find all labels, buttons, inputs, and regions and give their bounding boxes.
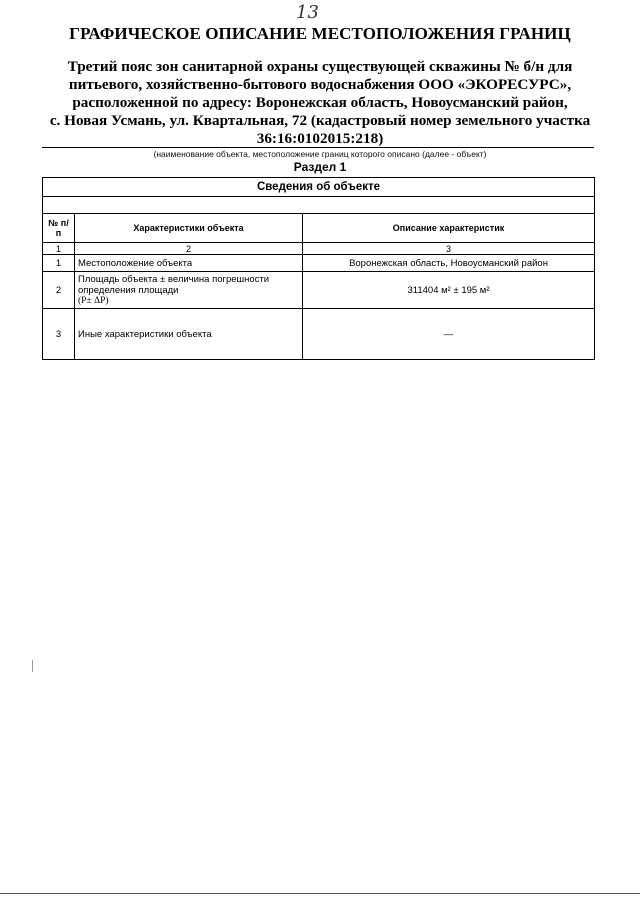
table-spacer: [43, 197, 595, 214]
table-spacer-row: [43, 197, 595, 214]
row-characteristic-cell: [75, 272, 303, 309]
row-characteristic: Иные характеристики объекта: [75, 309, 303, 360]
table-header-row: [43, 214, 595, 243]
row-num: 1: [43, 255, 75, 272]
object-description: [20, 58, 620, 148]
table-banner-row: [43, 178, 595, 197]
row-description: —: [303, 309, 595, 360]
row-characteristic: Местоположение объекта: [75, 255, 303, 272]
header-description: Описание характеристик: [303, 214, 595, 243]
column-number: 2: [75, 243, 303, 255]
row-num: 3: [43, 309, 75, 360]
row-description: 311404 м² ± 195 м²: [303, 272, 595, 309]
page-number: 13: [296, 2, 319, 23]
underline-caption: (наименование объекта, местоположение границ которого описано (далее - объект): [153, 149, 487, 159]
table-row: [43, 309, 595, 360]
page-bottom-rule: [0, 893, 640, 894]
column-number: 3: [303, 243, 595, 255]
row-characteristic: Площадь объекта ± величина погрешности определения площади: [78, 274, 270, 296]
table-banner: Сведения об объекте: [43, 178, 595, 197]
object-info-table: [42, 177, 595, 360]
row-description: Воронежская область, Новоусманский район: [303, 255, 595, 272]
table-row: [43, 255, 595, 272]
row-formula: (P± ΔP): [78, 296, 109, 306]
subtitle-line: расположенной по адресу: Воронежская область, Новоусманский район,: [72, 94, 568, 111]
header-characteristic: Характеристики объекта: [75, 214, 303, 243]
underline-rule: [42, 147, 594, 148]
table-row: [43, 272, 595, 309]
scan-mark: [32, 660, 33, 672]
section-title: Раздел 1: [293, 160, 347, 174]
column-number-row: [43, 243, 595, 255]
subtitle-line: 36:16:0102015:218): [256, 130, 384, 147]
subtitle-line: с. Новая Усмань, ул. Квартальная, 72 (кадастровый номер земельного участка: [49, 112, 591, 129]
subtitle-line: Третий пояс зон санитарной охраны существующей скважины № б/н для: [67, 58, 573, 75]
document-title: ГРАФИЧЕСКОЕ ОПИСАНИЕ МЕСТОПОЛОЖЕНИЯ ГРАНИЦ: [69, 24, 571, 43]
row-num: 2: [43, 272, 75, 309]
header-num: № п/п: [43, 214, 75, 243]
subtitle-line: питьевого, хозяйственно-бытового водоснабжения ООО «ЭКОРЕСУРС»,: [68, 76, 572, 93]
column-number: 1: [43, 243, 75, 255]
